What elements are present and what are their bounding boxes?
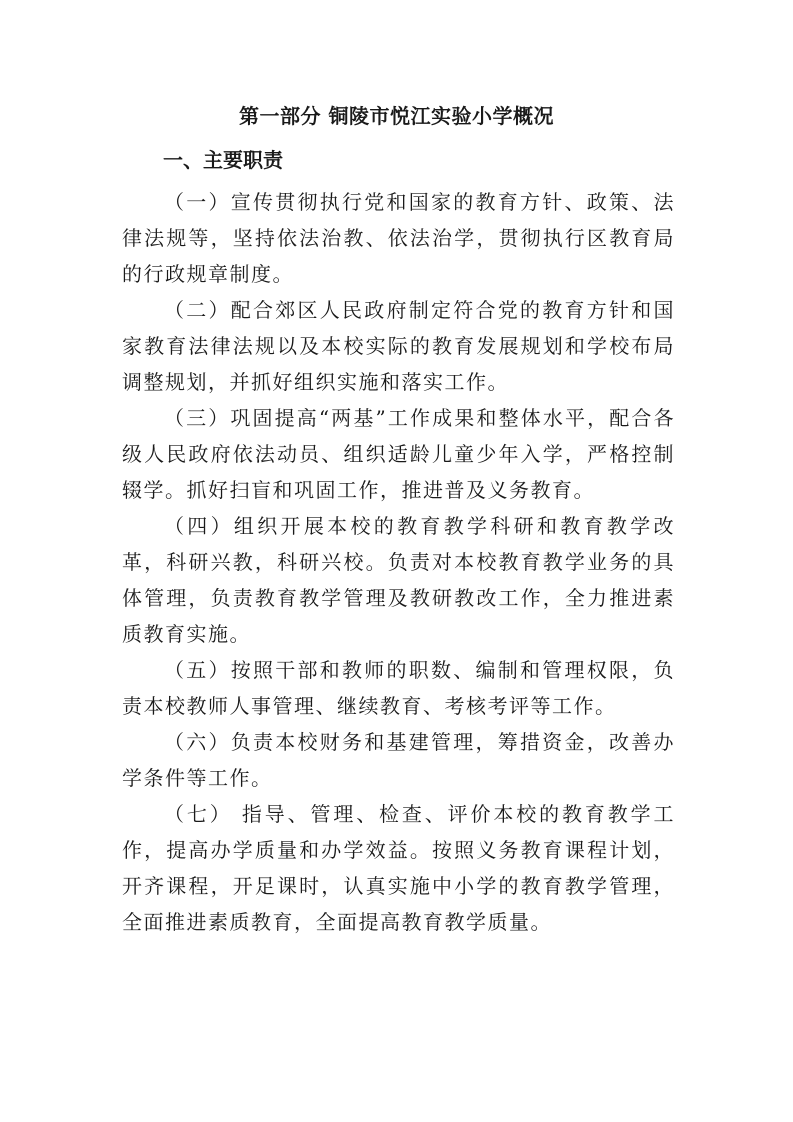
paragraph-1: （一）宣传贯彻执行党和国家的教育方针、政策、法律法规等，坚持依法治教、依法治学，贯彻执行区教育局的行政规章制度。 (122, 190, 675, 286)
body-text (122, 184, 675, 940)
section-heading: 一、主要职责 (163, 148, 283, 172)
paragraph-7: （七） 指导、管理、检查、评价本校的教育教学工作，提高办学质量和办学效益。按照义务教育课程计划，开齐课程，开足课时，认真实施中小学的教育教学管理，全面推进素质教育，全面提高教育教学质量。 (122, 802, 675, 934)
page-title: 第一部分 铜陵市悦江实验小学概况 (239, 104, 554, 128)
paragraph-4: （四）组织开展本校的教育教学科研和教育教学改革，科研兴教，科研兴校。负责对本校教育教学业务的具体管理，负责教育教学管理及教研教改工作，全力推进素质教育实施。 (122, 514, 675, 646)
paragraph-3: （三）巩固提高“两基”工作成果和整体水平，配合各级人民政府依法动员、组织适龄儿童少年入学，严格控制辍学。抓好扫盲和巩固工作，推进普及义务教育。 (122, 406, 675, 502)
paragraph-2: （二）配合郊区人民政府制定符合党的教育方针和国家教育法律法规以及本校实际的教育发展规划和学校布局调整规划，并抓好组织实施和落实工作。 (122, 298, 675, 394)
paragraph-6: （六）负责本校财务和基建管理，筹措资金，改善办学条件等工作。 (122, 730, 675, 790)
paragraph-5: （五）按照干部和教师的职数、编制和管理权限，负责本校教师人事管理、继续教育、考核考评等工作。 (122, 658, 675, 718)
